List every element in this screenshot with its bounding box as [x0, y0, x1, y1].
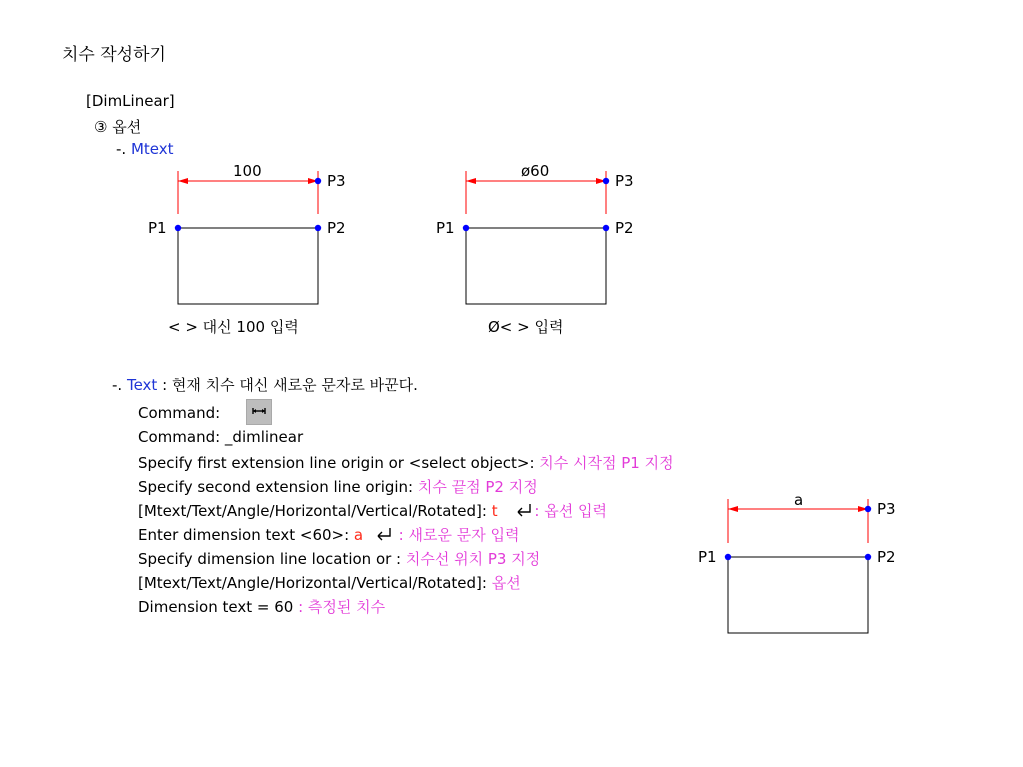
point-p3: [315, 178, 321, 184]
command-line: [Mtext/Text/Angle/Horizontal/Vertical/Rotated]: t : 옵션 입력: [138, 502, 607, 520]
dimension-text: ø60: [521, 162, 550, 180]
command-note: 치수 시작점 P1 지정: [539, 454, 674, 472]
dimension-text: 100: [233, 162, 262, 180]
command-note: : 측정된 치수: [298, 598, 386, 616]
section-heading: [DimLinear]: [86, 92, 175, 110]
label-p1: P1: [148, 219, 167, 237]
mtext-diagram-1: [148, 162, 346, 336]
rectangle-shape: [178, 228, 318, 304]
point-p3: [865, 506, 871, 512]
command-note: : 옵션 입력: [534, 502, 607, 520]
label-p1: P1: [436, 219, 455, 237]
label-p3: P3: [327, 172, 346, 190]
command-line: Enter dimension text <60>: a : 새로운 문자 입력: [138, 526, 520, 544]
point-p1: [463, 225, 469, 231]
command-input: t: [491, 502, 498, 520]
enter-key-icon: [374, 526, 394, 546]
diagram-caption: < > 대신 100 입력: [168, 318, 299, 336]
point-p2: [603, 225, 609, 231]
command-note: 치수 끝점 P2 지정: [417, 478, 538, 496]
option-heading: ③ 옵션: [94, 118, 142, 136]
command-note: : 새로운 문자 입력: [393, 526, 520, 544]
command-note: 옵션: [491, 574, 521, 592]
point-p1: [725, 554, 731, 560]
command-line: [Mtext/Text/Angle/Horizontal/Vertical/Rotated]: 옵션: [138, 574, 521, 592]
text-option-line: [112, 374, 418, 395]
point-p3: [603, 178, 609, 184]
command-line: Specify second extension line origin: 치수 끝점 P2 지정: [138, 478, 538, 496]
list-marker: -.: [112, 376, 127, 394]
command-line: Command: _dimlinear: [138, 428, 304, 446]
dimension-text: a: [794, 491, 804, 509]
label-p3: P3: [877, 500, 896, 518]
label-p2: P2: [615, 219, 634, 237]
rectangle-shape: [466, 228, 606, 304]
diagram-caption: Ø< > 입력: [488, 318, 564, 336]
list-marker: -.: [116, 140, 131, 158]
page-title: 치수 작성하기: [62, 45, 166, 65]
mtext-diagram-2: [436, 162, 634, 336]
label-p1: P1: [698, 548, 717, 566]
dim-linear-icon[interactable]: [246, 399, 272, 425]
point-p1: [175, 225, 181, 231]
text-option-desc: : 현재 치수 대신 새로운 문자로 바꾼다.: [157, 376, 418, 394]
enter-key-icon: [514, 502, 534, 522]
command-line: Specify dimension line location or : 치수선 위치 P3 지정: [138, 550, 541, 568]
text-option-label: Text: [126, 376, 158, 394]
label-p2: P2: [877, 548, 896, 566]
label-p3: P3: [615, 172, 634, 190]
command-input: a: [353, 526, 364, 544]
text-diagram: [698, 491, 896, 633]
command-line: Dimension text = 60 : 측정된 치수: [138, 598, 386, 616]
point-p2: [315, 225, 321, 231]
point-p2: [865, 554, 871, 560]
command-line: Command:: [138, 404, 221, 422]
rectangle-shape: [728, 557, 868, 633]
mtext-label: Mtext: [130, 140, 174, 158]
label-p2: P2: [327, 219, 346, 237]
command-note: 치수선 위치 P3 지정: [405, 550, 541, 568]
command-line: Specify first extension line origin or <select object>: 치수 시작점 P1 지정: [138, 454, 674, 472]
